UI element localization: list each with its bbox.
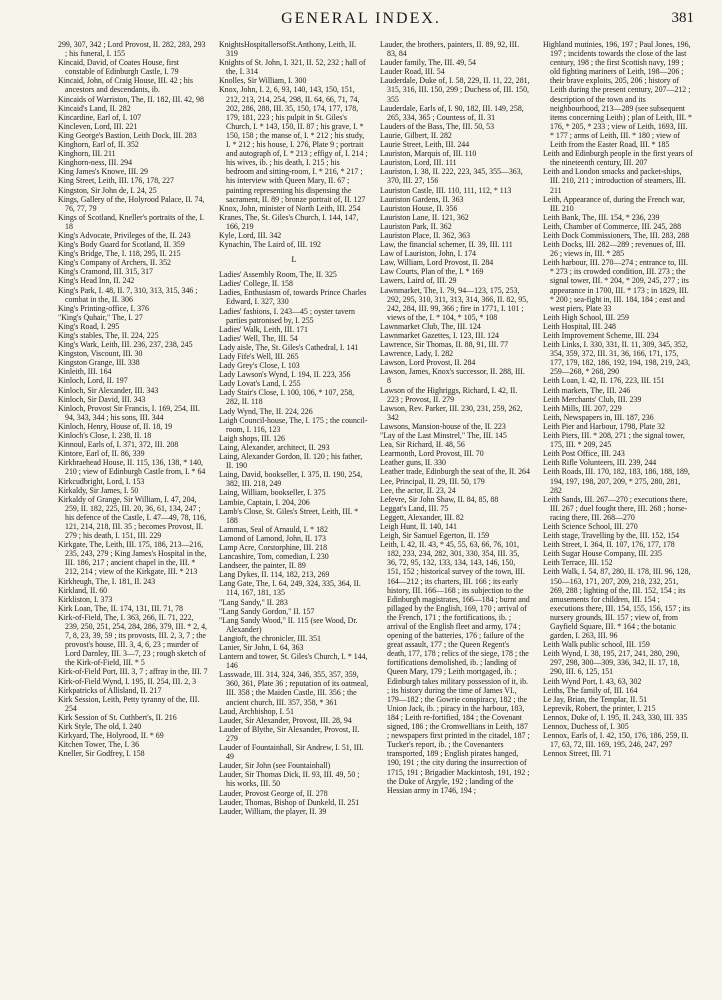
- index-entry: Leith Roads, III. 170, 182, 183, 186, 188, 189, 194, 197, 198, 207, 209, * 275, 280, 281, 282: [543, 467, 690, 495]
- index-entry: Kirkliston, I. 373: [58, 594, 113, 604]
- index-entry: Kirk Session, Leith, Petty tyranny of the, III. 254: [58, 694, 200, 713]
- index-entry: Leith and Edinburgh people in the first years of the nineteenth century, III. 207: [543, 149, 693, 168]
- index-entry: Kyle, Lord, III. 342: [219, 230, 282, 240]
- index-entry: Laing, Alexander Gordon, II. 120 ; his father, II. 190: [219, 452, 363, 471]
- index-entry: Lady Stair's Close, I. 100, 106, * 107, 258, 282, II. 118: [219, 388, 355, 407]
- index-entry: Lea, Sir Richard, II. 48, 56: [380, 440, 465, 450]
- index-entry: Kingston, Sir John de, I. 24, 25: [58, 185, 157, 195]
- index-entry: Lawsons, Mansion-house of the, II. 223: [380, 421, 506, 431]
- index-entry: Leith and London smacks and packet-ships, III. 210, 211 ; introduction of steamers, III. 211: [543, 167, 686, 195]
- index-entry: Leith Sands, III. 267—270 ; executions there, III. 267 ; duel fought there, III. 268 ; horse-racing there, III. 268—270: [543, 494, 688, 522]
- index-column-1: [58, 40, 208, 992]
- index-entry: Kinloch's Close, I. 238, II. 18: [58, 431, 152, 441]
- index-entry: Kranes, The, St. Giles's Church, I. 144, 147, 166, 219: [219, 212, 359, 231]
- index-entry: Leith, I. 42, II. 43, * 45, 55, 63, 66, 76, 101, 182, 233, 234, 282, 301, 330, 354, III. 35, 36, 72, 95, 132, 133, 134, 143, 146, 150, 151, 152 ; historical survey of the town, III. 164—212 ; its charters, III. 166 ; its early history, III. 166—168 ; its subjection to the Edinburgh magistrates, 166—184 ; burnt and pillaged by the English, 169, 170 ; arrival of the French, 171 ; the fortifications, ib. ; arrival of the English fleet and army, 174 ; opening of the batteries, 176 ; failure of the great assault, 177 ; the Queen Regent's death, 177, 178 ; relics of the siege, 178 ; the fortifications demolished, ib. ; landing of Queen Mary, 179 ; Leith mortgaged, ib. ; Edinburgh takes military possession of it, ib. ; its history during the time of James VI., 179—182 ; the Gowrie conspiracy, 182 ; the Union Jack, ib. ; piracy in the harbour, 183, 184 ; Leith re-fortified, 184 ; the Covenant signed, 186 ; the Cromwellians in Leith, 187 ; newspapers first printed in the citadel, 187 ; Tucker's report, ib. ; the Covenanters transported, 189 ; English pirates hanged, 190, 191 ; the city during the insurrection of 1715, 191 ; Brigadier Mackintosh, 191, 192 ; the Duke of Argyle, 192 ; landing of the Hessian army in 1746, 194 ;: [380, 540, 530, 795]
- index-entry: Lauderdale, Earls of, I. 90, 182, III. 149, 258, 265, 334, 365 ; Countess of, II. 31: [380, 103, 524, 122]
- index-entry: Leith Walk public school, III. 159: [543, 640, 650, 650]
- index-entry: Lambie, Captain, I. 204, 206: [219, 497, 310, 507]
- index-entry: Leith stage, Travelling by the, III. 152, 154: [543, 531, 680, 541]
- index-entry: King's Printing-office, I. 376: [58, 303, 149, 313]
- index-entry: Lawson, Lord Provost, II. 284: [380, 358, 476, 368]
- index-entry: Kinghorn, Earl of, II. 352: [58, 140, 139, 150]
- index-entry: Leith Dock Commissioners, The, III. 283, 288: [543, 230, 690, 240]
- index-entry: Lauder of Blythe, Sir Alexander, Provost, II. 279: [219, 724, 360, 743]
- index-entry: "Lang Sandy Gordon," II. 157: [219, 606, 315, 616]
- index-column-2: [219, 40, 369, 992]
- index-entry: Ladies' Assembly Room, The, II. 325: [219, 270, 337, 280]
- index-entry: KnightsHospitallersofSt.Anthony, Leith, II. 319: [219, 40, 357, 59]
- index-entry: Leather trade, Edinburgh the seat of the, II. 264: [380, 467, 530, 477]
- section-letter: L: [291, 254, 297, 265]
- index-entry: King's Park, I. 48, II. 7, 310, 313, 315, 346 ; combat in the, II. 306: [58, 285, 198, 304]
- index-entry: King's Cramond, III. 315, 317: [58, 267, 154, 277]
- index-entry: Leith Docks, III. 282—289 ; revenues of, III. 26 ; views in, III. * 285: [543, 240, 686, 259]
- index-entry: Knox, John, minister of North Leith, III. 254: [219, 203, 361, 213]
- index-entry: Lauderdale, Duke of, I. 58, 229, II. 11, 22, 281, 315, 316, III. 150, 299 ; Duchess of, III. 150, 355: [380, 76, 530, 104]
- index-entry: Lady Lawson's Wynd, I. 194, II. 223, 356: [219, 370, 351, 380]
- index-entry: Leith, Newspapers in, III. 187, 236: [543, 412, 654, 422]
- index-entry: Ladies, Enthusiasm of, towards Prince Charles Edward, I. 327, 330: [219, 288, 367, 307]
- index-entry: Leith Science School, III. 270: [543, 521, 638, 531]
- index-entry: Lawson, Rev. Parker, III. 230, 231, 259, 262, 342: [380, 403, 523, 422]
- index-entry: Kincardine, Earl of, I. 107: [58, 112, 142, 122]
- index-entry: King's Company of Archers, II. 352: [58, 258, 171, 268]
- index-entry: Lancashire, Tom, comedian, I. 230: [219, 552, 329, 562]
- index-entry: Laing, Alexander, architect, II. 293: [219, 442, 330, 452]
- index-entry: Lady aisle, The, St. Giles's Cathedral, I. 141: [219, 342, 359, 352]
- index-entry: Kincaid, John, of Craig House, III. 42 ; his ancestors and descendants, ib.: [58, 76, 193, 95]
- index-entry: Lawnmarket Club, The, III. 124: [380, 321, 481, 331]
- index-entry: Lauriston Park, II. 362: [380, 221, 452, 231]
- index-entry: Kirk Loan, The, II. 174, 131, III. 71, 78: [58, 603, 183, 613]
- index-entry: King's Wark, Leith, III. 236, 237, 238, 245: [58, 340, 193, 350]
- index-entry: Lauriston Place, II. 362, 363: [380, 230, 471, 240]
- index-entry: Leith Loan, I. 42, II. 176, 223, III. 151: [543, 376, 665, 386]
- index-entry: Kirk-of-Field Port, III. 3, 7 ; affray in the, III. 7: [58, 667, 208, 677]
- index-entry: Lauder, William, the player, II. 39: [219, 806, 327, 816]
- index-entry: King's stables, The, II. 224, 225: [58, 331, 159, 340]
- index-entry: "King's Quhair," The, I. 27: [58, 312, 143, 322]
- index-entry: "Lay of the Last Minstrel," The, III. 145: [380, 431, 507, 441]
- index-entry: King George's Bastion, Leith Dock, III. 283: [58, 130, 197, 140]
- index-entry: Kirk-of-Field Wynd, I. 195, II. 254, III. 2, 3: [58, 676, 197, 686]
- index-entry: King James's Knowe, III. 29: [58, 167, 148, 177]
- index-entry: Lauriston, I. 38, II. 222, 223, 345, 355—363, 370, III. 27, 156: [380, 167, 523, 186]
- index-entry: Lauder, Sir John (see Fountainhall): [219, 761, 331, 771]
- index-entry: Lang Dykes, II. 114, 182, 213, 269: [219, 570, 330, 580]
- index-entry: Lasswade, III. 314, 324, 346, 355, 357, 359, 360, 361, Plate 36 ; reputation of its oatmeal, III. 358 ; the Maiden Castle, III. 356 ; the ancient church, III. 357, 358, * 361: [219, 670, 369, 707]
- index-entry: Laing, David, bookseller, I. 375, II. 190, 254, 382, III. 218, 249: [219, 470, 363, 489]
- page-number: 381: [671, 10, 694, 26]
- index-entry: Leith Bank, The, III. 154, * 236, 239: [543, 212, 660, 222]
- page-title: GENERAL INDEX.: [281, 10, 441, 27]
- index-entry: Leigh, Sir Samuel Egerton, II. 159: [380, 531, 490, 541]
- page-header: [0, 0, 722, 40]
- index-entry: Ladies' fashions, I. 243—45 ; oyster tavern parties patronised by, I. 255: [219, 306, 355, 325]
- index-entry: 299, 307, 342 ; Lord Provost, II. 282, 283, 293 ; his funeral, I. 155: [58, 40, 206, 59]
- index-entry: Kinloch, Lord, II. 197: [58, 376, 128, 386]
- index-entry: Leith Mills, III. 207, 229: [543, 403, 622, 413]
- index-entry: Leith Hospital, III. 248: [543, 321, 616, 331]
- index-entry: Lauriston, Lord, III. 111: [380, 158, 457, 168]
- index-entry: King's Body Guard for Scotland, II. 359: [58, 240, 185, 250]
- index-entry: Leggett, Alexander, III. 82: [380, 512, 464, 522]
- index-entry: Kinleith, III. 164: [58, 367, 112, 377]
- index-entry: King's Road, I. 295: [58, 321, 120, 331]
- index-entry: Laigh Council-house, The, I. 175 ; the council-room, I. 116, 123: [219, 415, 368, 434]
- index-entry: Leith Links, I. 330, 331, II. 11, 309, 345, 352, 354, 359, 372, III. 31, 36, 166, 171, 175, 177, 179, 182, 186, 192, 194, 198, 219, 243, 259—268, * 268, 290: [543, 340, 691, 377]
- index-entry: "Lang Sandy Wood," II. 115 (see Wood, Dr. Alexander): [219, 615, 358, 634]
- index-entry: Ladies' Walk, Leith, III. 171: [219, 324, 308, 334]
- index-entry: Leith markets, The, III. 246: [543, 385, 631, 395]
- index-entry: Leigh Hunt, II. 140, 141: [380, 521, 457, 531]
- index-entry: Lauriston Gardens, II. 363: [380, 194, 464, 204]
- index-entry: Lennox Street, III. 71: [543, 749, 612, 759]
- index-entry: Lauder, Thomas, Bishop of Dunkeld, II. 251: [219, 797, 360, 807]
- index-entry: Lawers, Laird of, III. 29: [380, 276, 457, 286]
- index-entry: Leith Merchants' Club, III. 239: [543, 394, 642, 404]
- index-entry: Lawrence, Sir Thomas, II. 88, 91, III. 77: [380, 340, 509, 350]
- index-entry: Ladies' Well, The, III. 54: [219, 333, 298, 343]
- index-entry: Lauder, the brothers, painters, II. 89, 92, III. 83, 84: [380, 40, 520, 59]
- index-entry: Leith Rifle Volunteers, III. 239, 244: [543, 458, 657, 468]
- index-entry: Lee, the actor, II. 23, 24: [380, 485, 456, 495]
- index-entry: Kirkheugh, The, I. 181, II. 243: [58, 576, 156, 586]
- index-entry: Law, the financial schemer, II. 39, III. 111: [380, 240, 513, 250]
- index-entry: Leith Street, I. 364, II. 107, 176, 177, 178: [543, 540, 675, 550]
- index-entry: Leith Wynd Port, I. 43, 63, 302: [543, 676, 642, 686]
- index-entry: Lady Wynd, The, II. 224, 226: [219, 406, 313, 416]
- index-entry: Kirkaldy of Grange, Sir William, I. 47, 204, 259, II. 182, 225, III. 20, 36, 61, 134, 247 ; his defence of the Castle, I. 47—49, 78, 116, 121, 214, 218, III. 35 ; becomes Provost, II. 279 ; his death, I. 151, III. 229: [58, 494, 207, 541]
- index-entry: Lawnmarket, The, I. 79, 94—123, 175, 253, 292, 295, 310, 311, 313, 314, 366, II. 82, 95, 242, 284, III. 99, 366 ; fire in 1771, I. 101 ; views of the, I. * 104, * 105, * 108: [380, 285, 529, 322]
- index-entry: King's Bridge, The, I. 118, 295, II. 215: [58, 249, 181, 259]
- index-entry: Lady Lovat's Land, I. 255: [219, 379, 301, 389]
- index-entry: Lawrence, Lady, I. 282: [380, 349, 454, 359]
- index-entry: Kincaid, David, of Coates House, first constable of Edinburgh Castle, I. 79: [58, 58, 179, 77]
- index-entry: Kingston Grange, III. 338: [58, 358, 140, 368]
- index-entry: Kincleven, Lord, III. 221: [58, 121, 138, 131]
- index-entry: Langtoft, the chronicler, III. 351: [219, 633, 322, 643]
- index-entry: Leith Pier and Harbour, 1798, Plate 32: [543, 421, 665, 431]
- index-entry: "Lang Sandy," II. 283: [219, 597, 288, 607]
- index-entry: Kirk-of-Field, The, I. 363, 266, II. 71, 222, 239, 250, 251, 254, 284, 286, 379, III. * 2, 4, 7, 8, 23, 39, 59 ; its provosts, III. 2, 3, 7 ; the provost's house, III. 3, 4, 6, 23 ; murder of Lord Darnley, III. 3—7, 23 ; rough sketch of the Kirk-of-Field, III. * 5: [58, 612, 208, 668]
- index-entry: Law Courts, Plan of the, I. * 169: [380, 267, 484, 277]
- index-entry: Kneller, Sir Godfrey, I. 158: [58, 749, 145, 759]
- index-entry: Laurie Street, Leith, III. 244: [380, 140, 470, 150]
- index-entry: Lawnmarket Gazettes, I. 123, III. 124: [380, 331, 499, 340]
- index-entry: Kirkaldy, Sir James, I. 50: [58, 485, 139, 495]
- index-entry: Lauriston Castle, III. 110, 111, 112, * 113: [380, 185, 512, 195]
- index-entry: Lauder, Sir Alexander, Provost, III. 28, 94: [219, 715, 352, 725]
- index-entry: Leith Wynd, I. 38, 195, 217, 241, 280, 290, 297, 298, 300—309, 336, 342, II. 17, 18, 290, III. 6, 125, 151: [543, 649, 680, 677]
- index-entry: Leith Improvement Scheme, III. 234: [543, 331, 659, 340]
- index-entry: Landseer, the painter, II. 89: [219, 561, 306, 571]
- index-entry: Law, William, Lord Provost, II. 284: [380, 258, 494, 268]
- index-entry: Lanier, Sir John, I. 64, 363: [219, 643, 304, 652]
- index-entry: Lamp Acre, Corstorphine, III. 218: [219, 542, 328, 552]
- index-columns: [58, 40, 698, 992]
- index-entry: Lauriston, Marquis of, III. 110: [380, 149, 477, 159]
- index-entry: Kirkgate, The, Leith, III. 175, 186, 213—216, 235, 243, 279 ; King James's Hospital in the, III. 186, 217 ; ancient chapel in the, III. * 212, 214 ; view of the Kirkgate, III. * 213: [58, 540, 207, 577]
- index-entry: Knolles, Sir William, I. 300: [219, 76, 307, 86]
- index-entry: Lammas, Seal of Arnauld, I. * 182: [219, 524, 328, 534]
- index-entry: Lauder of Fountainhall, Sir Andrew, I. 51, III. 49: [219, 743, 364, 762]
- index-entry: Kynachin, The Laird of, III. 192: [219, 240, 321, 250]
- index-entry: Kinloch, Henry, House of, II. 18, 19: [58, 421, 173, 431]
- index-entry: Lawson of the Highriggs, Richard, I. 42, II. 223 ; Provost, II. 279: [380, 385, 518, 404]
- index-entry: Leather guns, II. 330: [380, 458, 446, 468]
- index-entry: Kinloch, Provost Sir Francis, I. 169, 254, III. 94, 343, 344 ; his sons, III. 344: [58, 403, 200, 422]
- index-entry: Lauder Road, III. 54: [380, 67, 445, 77]
- index-entry: Ladies' College, II. 158: [219, 279, 293, 289]
- index-entry: King Street, Leith, III. 176, 178, 227: [58, 176, 174, 186]
- index-entry: Lauder, Provost George of, II. 278: [219, 788, 328, 798]
- index-entry: Knox, John, I. 2, 6, 93, 140, 143, 150, 151, 212, 213, 214, 254, 298, II. 64, 66, 71, 74, 202, 286, 288, III. 35, 150, 174, 177, 178, 179, 181, 223 ; his pulpit in St. Giles's Church, I. * 143, 150, II. 87 ; his grave, I. * 150, 158 ; the manse of, I. * 212 ; his study, I. * 212 ; his house, I. 276, Plate 9 ; portrait and autograph of, I. * 213 ; effigy of, I. 214 ; his wives, ib. ; his death, I. 215 ; his bedroom and sitting-room, I. * 216, * 217 ; his interview with Queen Mary, II. 67 ; painting representing his dispensing the sacrament, II. 89 ; bronze portrait of, II. 127: [219, 85, 368, 204]
- index-entry: Learmonth, Lord Provost, III. 70: [380, 449, 484, 459]
- index-entry: Kitchen Tower, The, I. 36: [58, 740, 140, 750]
- index-entry: Leith, Appearance of, during the French war, III. 210: [543, 194, 685, 213]
- index-entry: Kincaids of Warriston, The, II. 182, III. 42, 98: [58, 94, 204, 104]
- index-entry: Leith, Chamber of Commerce, III. 245, 288: [543, 221, 682, 231]
- index-entry: Kings, Gallery of the, Holyrood Palace, II. 74, 76, 77, 79: [58, 194, 205, 213]
- index-entry: Lamond of Lamond, John, II. 173: [219, 533, 326, 543]
- index-entry: Laud, Archbishop, I. 51: [219, 706, 294, 716]
- index-entry: Lawson, James, Knox's successor, II. 288, III. 8: [380, 367, 525, 386]
- index-entry: Lennox, Duke of, I. 195, II. 243, 330, III. 335: [543, 712, 688, 722]
- index-entry: King's Advocate, Privileges of the, II. 243: [58, 230, 191, 240]
- index-entry: Lennox, Earls of, I. 42, 150, 176, 186, 259, II. 17, 63, 72, III. 169, 195, 246, 247, 297: [543, 731, 689, 750]
- index-entry: Laigh shops, III. 126: [219, 433, 285, 443]
- index-entry: Lady Fife's Well, III. 265: [219, 352, 299, 361]
- index-entry: Lantern and tower, St. Giles's Church, I. * 144, 146: [219, 652, 368, 671]
- index-entry: Kincaid's Land, II. 282: [58, 103, 131, 113]
- index-entry: Leiths, The family of, III. 164: [543, 685, 638, 695]
- index-entry: Lang Gate, The, I. 64, 249, 324, 335, 364, II. 114, 167, 181, 135: [219, 579, 361, 598]
- index-entry: Leith High School, III. 259: [543, 312, 629, 322]
- index-entry: Lennox, Duchess of, I. 305: [543, 722, 629, 732]
- index-entry: Leith Post Office, III. 243: [543, 449, 625, 459]
- index-entry: Kinnoul, Earls of, I. 371, 372, III. 208: [58, 440, 179, 450]
- index-entry: Leith Piers, III. * 208, 271 ; the signal tower, 175, III. * 209, 245: [543, 431, 685, 450]
- index-entry: Lauder, Sir Thomas Dick, II. 93, III. 49, 50 ; his works, III. 50: [219, 770, 360, 789]
- index-entry: Lauder family, The, III. 49, 54: [380, 58, 476, 68]
- index-entry: Kirk Session of St. Cuthbert's, II. 216: [58, 712, 177, 722]
- index-entry: Lee, Principal, II. 29, III. 50, 179: [380, 476, 485, 486]
- index-entry: Leith harbour, III. 270—274 ; entrance to, III. * 273 ; its crowded condition, III. 273 ; the signal tower, III. * 204, * 209, 245, 277 ; its appearance in 1700, III. * 173 ; in 1829, III. * 200 ; sea-fight in, III. 184, 184 ; east and west piers, Plate 33: [543, 258, 689, 313]
- index-column-3: [380, 40, 530, 992]
- index-entry: King's Head Inn, II. 242: [58, 276, 135, 286]
- index-entry: Laurie, Gilbert, II. 282: [380, 130, 452, 140]
- index-entry: Le Jay, Brian, the Templar, II. 51: [543, 694, 648, 704]
- index-entry: Highland mutinies, 196, 197 ; Paul Jones, 196, 197 ; incidents towards the close of the last century, 198 ; the first Scottish navy, 199 ; old fighting mariners of Leith, 198—206 ; their brave exploits, 205, 206 ; history of Leith during the present century, 207—212 ; description of the town and its neighbourhood, 213—289 (see subsequent items concerning Leith) ; plan of Leith, III. * 176, * 205, * 233 ; view of Leith, 1693, III. * 177 ; arms of Leith, III. * 180 ; view of Leith from the Easter Road, III. * 185: [543, 40, 692, 150]
- index-entry: Kinghorn-ness, III. 294: [58, 158, 133, 168]
- index-entry: Kings of Scotland, Kneller's portraits of the, I. 18: [58, 212, 205, 231]
- index-entry: Kinloch, Sir David, III. 343: [58, 394, 146, 404]
- index-entry: Lauriston House, II. 356: [380, 203, 458, 213]
- index-entry: Lauders of the Bass, The, III. 50, 53: [380, 121, 495, 131]
- index-entry: Leprevik, Robert, the printer, I. 215: [543, 703, 656, 713]
- index-entry: Lamb's Close, St. Giles's Street, Leith, III. * 188: [219, 506, 359, 525]
- index-entry: Knights of St. John, I. 321, II. 52, 232 ; hall of the, I. 314: [219, 58, 366, 77]
- index-entry: Kirkcudbright, Lord, I. 153: [58, 476, 145, 486]
- index-entry: Kirkyard, The, Holyrood, II. * 69: [58, 731, 164, 741]
- index-entry: Law of Lauriston, John, I. 174: [380, 249, 476, 259]
- index-entry: Laing, William, bookseller, I. 375: [219, 488, 326, 498]
- index-entry: Kintore, Earl of, II. 86, 339: [58, 449, 145, 459]
- index-entry: Kingston, Viscount, III. 30: [58, 349, 143, 359]
- index-entry: Leith Sugar House Company, III. 235: [543, 549, 662, 559]
- index-entry: Kirkbraehead House, II. 115, 136, 138, * 140, 210 ; view of Edinburgh Castle from, I. * 64: [58, 458, 206, 477]
- index-entry: Lauriston Lane, II. 121, 362: [380, 212, 469, 222]
- index-entry: Leith Terrace, III. 152: [543, 558, 613, 568]
- index-entry: Leggat's Land, III. 75: [380, 503, 449, 513]
- index-column-4: [543, 40, 693, 992]
- index-entry: Kinghorn, III. 211: [58, 149, 116, 159]
- index-entry: Kirkpatricks of Allisland, II. 217: [58, 685, 162, 695]
- index-entry: Lefevre, Sir John Shaw, II. 84, 85, 88: [380, 494, 499, 504]
- index-entry: Kirkland, II. 60: [58, 585, 108, 595]
- index-entry: Leith Walk, I. 54, 87, 280, II. 178, III. 96, 128, 150—163, 171, 207, 209, 218, 232, 251, 269, 288 ; lighting of the, III. 152, 154 ; its amusements for children, III. 154 ; executions there, III. 154, 155, 156, 157 ; its nursery grounds, III. 157 ; view of, from Gayfield Square, III. * 164 ; the botanic garden, I. 263, III. 96: [543, 567, 691, 641]
- index-entry: Lady Grey's Close, I. 103: [219, 361, 300, 371]
- index-entry: Kirk Style, The old, I. 240: [58, 722, 142, 732]
- index-entry: Kinloch, Sir Alexander, III. 343: [58, 385, 159, 395]
